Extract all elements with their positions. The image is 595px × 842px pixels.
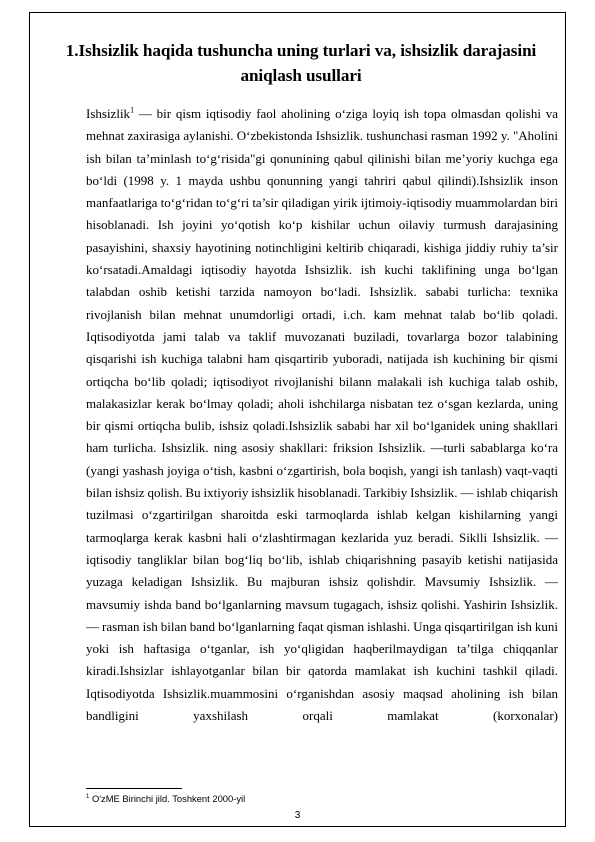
body-paragraph bbox=[86, 103, 558, 727]
lead-term: Ishsizlik bbox=[86, 106, 131, 121]
footnote-marker: 1 bbox=[86, 794, 90, 800]
footnote-text: O'zME Birinchi jild. Toshkent 2000-yil bbox=[89, 793, 246, 805]
heading-line-2: aniqlash usullari bbox=[240, 66, 362, 85]
footnote-reference[interactable]: 1 bbox=[130, 105, 135, 115]
footnote-separator bbox=[86, 788, 182, 789]
paragraph-text: — bir qism iqtisodiy faol aholining o‘ziga loyiq ish topa olmasdan qolishi va mehnat zaxirasiga aylanishi. O‘zbekistonda Ishsizlik. tushunchasi rasman 1992 y. "Aholini ish bilan ta’minlash to‘g‘risida"gi qonunining qabul qilinishi bilan me’yoriy kuchga ega bo‘ldi (1998 y. 1 mayda ushbu qonunning yangi tahriri qabul qilindi).Ishsizlik inson manfaatlariga to‘g‘ridan to‘g‘ri ta’sir qiladigan yirik ijtimoiy-iqtisodiy muammolardan biri hisoblanadi. Ish joyini yo‘qotish ko‘p kishilar uchun oilaviy turmush darajasining pasayishini, shaxsiy hayotining notinchligini keltirib chiqaradi, kishiga jiddiy ruhiy ta’sir ko‘rsatadi.Amaldagi iqtisodiy hayotda Ishsizlik. ish kuchi taklifining unga bo‘lgan talabdan oshib ketishi tarzida namoyon bo‘ladi. Ishsizlik. sababi turlicha: texnika rivojlanish bilan mehnat unumdorligi ortadi, i.ch. kam mehnat talab bo‘lib qoladi. Iqtisodiyotda jami talab va taklif muvozanati buziladi, tovarlarga bozor talabining qisqarishi ish kuchiga talabni ham qisqartirib yuboradi, natijada ish kuchining bir qismi ortiqcha bo‘lib qoladi; iqtisodiyot rivojlanishi bilann malakali ish kuchiga talab oshib, malakasizlar kerak bo‘lmay qoladi; aholi ishchilarga nisbatan tez o‘sgan kezlarda, uning bir qismi ortiqcha bulib, ishsiz qoladi.Ishsizlik sababi har xil bo‘lganidek uning shakllari ham turlicha. Ishsizlik. ning asosiy shakllari: friksion Ishsizlik. —turli sabablarga ko‘ra (yangi yashash joyiga o‘tish, kasbni o‘zgartirish, bola boqish, yangi ish tanlash) vaqt-vaqti bilan ishsiz qolish. Bu ixtiyoriy ishsizlik hisoblanadi. Tarkibiy Ishsizlik. — ishlab chiqarish tuzilmasi o‘zgartirilgan sharoitda eski tarmoqlarda ishlab kelgan kishilarning yangi tarmoqlarga kerak kasbni hali o‘zlashtirmagan kezlarida yuz beradi. Siklli Ishsizlik. — iqtisodiy tangliklar bilan bog‘liq bo‘lib, ishlab chiqarishning pasayib ketishi natijasida yuzaga keladigan Ishsizlik. Bu majburan ishsiz qolishdir. Mavsumiy Ishsizlik. — mavsumiy ishda band bo‘lganlarning mavsum tugagach, ishsiz qolishi. Yashirin Ishsizlik. — rasman ish bilan band bo‘lganlarning faqat qisman ishlashi. Unga qisqartirilgan ish kuni yoki ish haftasiga o‘tganlar, ish yo‘qligidan haqberilmaydigan ta’tilga chiqqanlar kiradi.Ishsizlar ishlayotganlar bilan bir qatorda mamlakat ish kuchini tashkil qiladi. Iqtisodiyotda Ishsizlik.muammosini o‘rganishdan asosiy maqsad aholining ish bilan bandligini yaxshilash orqali mamlakat (korxonalar) bbox=[86, 106, 558, 724]
section-heading bbox=[40, 38, 562, 88]
page-number: 3 bbox=[294, 810, 301, 821]
heading-line-1: 1.Ishsizlik haqida tushuncha uning turlari va, ishsizlik darajasini bbox=[65, 41, 537, 60]
footnote bbox=[86, 791, 245, 805]
